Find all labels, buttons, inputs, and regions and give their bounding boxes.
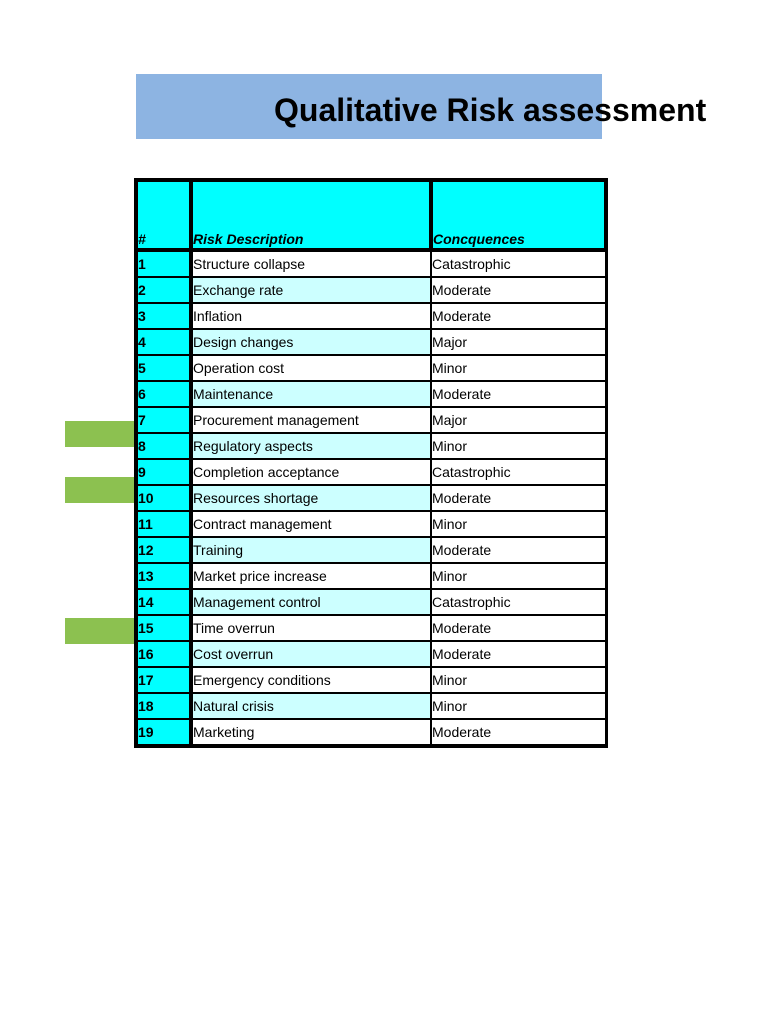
row-number: 5	[136, 355, 191, 381]
risk-consequence: Major	[431, 407, 606, 433]
risk-table	[134, 178, 608, 748]
risk-consequence: Minor	[431, 667, 606, 693]
row-number: 15	[136, 615, 191, 641]
row-number: 11	[136, 511, 191, 537]
risk-consequence: Moderate	[431, 641, 606, 667]
risk-description: Training	[191, 537, 431, 563]
row-number: 2	[136, 277, 191, 303]
table-row	[136, 459, 606, 485]
risk-description: Operation cost	[191, 355, 431, 381]
header-num: #	[136, 180, 191, 250]
table-row	[136, 537, 606, 563]
risk-description: Regulatory aspects	[191, 433, 431, 459]
risk-consequence: Moderate	[431, 537, 606, 563]
table-row	[136, 693, 606, 719]
table-row	[136, 589, 606, 615]
row-number: 14	[136, 589, 191, 615]
row-number: 1	[136, 250, 191, 277]
risk-consequence: Catastrophic	[431, 589, 606, 615]
table-row	[136, 355, 606, 381]
row-9-marker	[65, 477, 135, 503]
row-number: 7	[136, 407, 191, 433]
risk-description: Exchange rate	[191, 277, 431, 303]
row-number: 8	[136, 433, 191, 459]
row-number: 10	[136, 485, 191, 511]
risk-consequence: Major	[431, 329, 606, 355]
table-row	[136, 433, 606, 459]
table-row	[136, 381, 606, 407]
risk-description: Structure collapse	[191, 250, 431, 277]
risk-description: Emergency conditions	[191, 667, 431, 693]
risk-consequence: Moderate	[431, 277, 606, 303]
header-description: Risk Description	[191, 180, 431, 250]
row-14-marker	[65, 618, 135, 644]
row-number: 9	[136, 459, 191, 485]
risk-consequence: Moderate	[431, 615, 606, 641]
risk-consequence: Catastrophic	[431, 459, 606, 485]
risk-consequence: Minor	[431, 563, 606, 589]
table-row	[136, 303, 606, 329]
risk-consequence: Moderate	[431, 485, 606, 511]
risk-consequence: Minor	[431, 693, 606, 719]
table-row	[136, 329, 606, 355]
row-number: 17	[136, 667, 191, 693]
row-number: 19	[136, 719, 191, 746]
table-row	[136, 641, 606, 667]
row-number: 6	[136, 381, 191, 407]
page-title: Qualitative Risk assessment	[274, 92, 707, 128]
table-row	[136, 407, 606, 433]
risk-description: Completion acceptance	[191, 459, 431, 485]
table-row	[136, 719, 606, 746]
risk-description: Resources shortage	[191, 485, 431, 511]
table-row	[136, 667, 606, 693]
risk-description: Time overrun	[191, 615, 431, 641]
risk-description: Marketing	[191, 719, 431, 746]
risk-description: Management control	[191, 589, 431, 615]
row-7-marker	[65, 421, 135, 447]
risk-consequence: Moderate	[431, 719, 606, 746]
risk-description: Procurement management	[191, 407, 431, 433]
row-number: 4	[136, 329, 191, 355]
risk-consequence: Moderate	[431, 303, 606, 329]
risk-description: Contract management	[191, 511, 431, 537]
risk-description: Inflation	[191, 303, 431, 329]
table-row	[136, 277, 606, 303]
row-number: 12	[136, 537, 191, 563]
risk-consequence: Minor	[431, 355, 606, 381]
risk-description: Market price increase	[191, 563, 431, 589]
header-consequences: Concquences	[431, 180, 606, 250]
row-number: 13	[136, 563, 191, 589]
table-row	[136, 615, 606, 641]
risk-description: Design changes	[191, 329, 431, 355]
table-row	[136, 511, 606, 537]
table-header-row	[136, 180, 606, 250]
risk-consequence: Minor	[431, 511, 606, 537]
risk-description: Cost overrun	[191, 641, 431, 667]
risk-consequence: Catastrophic	[431, 250, 606, 277]
risk-consequence: Moderate	[431, 381, 606, 407]
risk-consequence: Minor	[431, 433, 606, 459]
table-row	[136, 563, 606, 589]
row-number: 3	[136, 303, 191, 329]
table-row	[136, 250, 606, 277]
risk-description: Natural crisis	[191, 693, 431, 719]
title-banner	[136, 74, 707, 139]
risk-description: Maintenance	[191, 381, 431, 407]
row-number: 18	[136, 693, 191, 719]
table-row	[136, 485, 606, 511]
row-number: 16	[136, 641, 191, 667]
